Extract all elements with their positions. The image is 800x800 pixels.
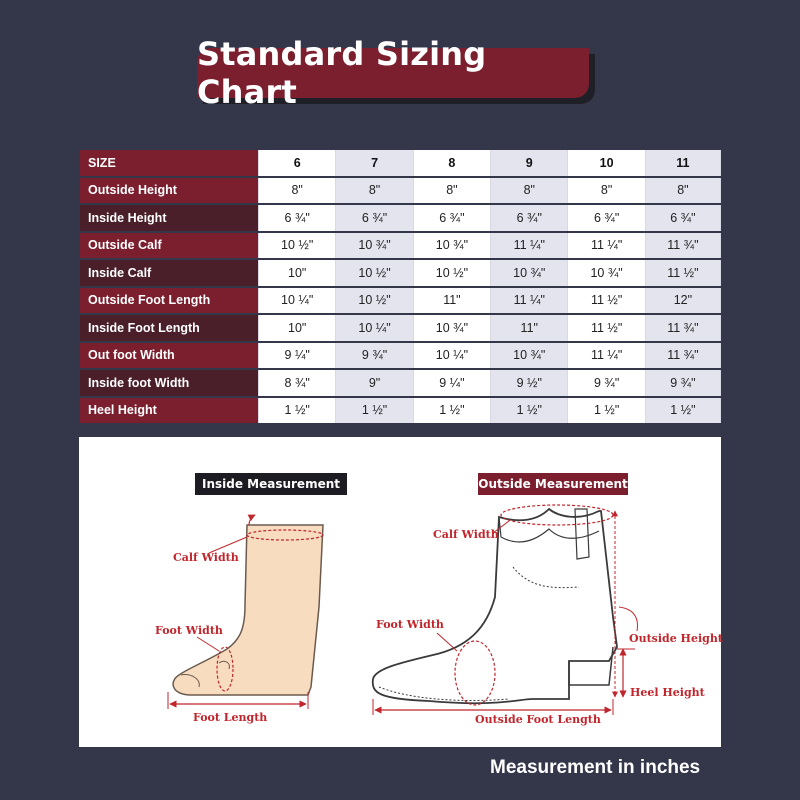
title-banner [197,35,595,111]
table-cell: 10 ¾" [491,343,568,369]
table-cell: 11 ¼" [568,233,645,259]
table-row [80,233,721,259]
table-row [80,288,721,314]
table-cell: 11 ¾" [646,233,721,259]
row-label: Outside Foot Length [80,288,259,314]
outside-height-label: Outside Height [629,632,723,645]
size-header-cell: 9 [491,150,568,176]
size-header-cell: 6 [259,150,336,176]
outside-measurement-tag: Outside Measurement [478,473,628,495]
inside-foot-length-label: Foot Length [193,711,268,724]
table-cell: 6 ¾" [491,205,568,231]
table-cell: 10 ¾" [491,260,568,286]
table-cell: 9 ¾" [568,370,645,396]
table-cell: 6 ¾" [646,205,721,231]
page-title: Standard Sizing Chart [197,48,589,98]
table-cell: 10 ¾" [414,233,491,259]
table-cell: 10 ¾" [336,233,413,259]
table-cell: 1 ½" [259,398,336,424]
table-cell: 6 ¾" [336,205,413,231]
size-header-cell: 8 [414,150,491,176]
table-cell: 12" [646,288,721,314]
table-cell: 8" [568,178,645,204]
row-label: Inside Foot Length [80,315,259,341]
row-label: Outside Calf [80,233,259,259]
table-cell: 11 ¾" [646,315,721,341]
table-cell: 10 ¾" [414,315,491,341]
table-row [80,178,721,204]
table-cell: 1 ½" [414,398,491,424]
table-row [80,370,721,396]
table-cell: 11 ¼" [491,288,568,314]
table-cell: 10" [259,315,336,341]
measurement-diagram-panel [79,437,721,747]
table-cell: 11 ½" [568,315,645,341]
table-cell: 11" [414,288,491,314]
table-cell: 9 ½" [491,370,568,396]
table-cell: 10 ½" [259,233,336,259]
table-cell: 10 ½" [336,260,413,286]
heel-height-label: Heel Height [630,686,705,699]
table-cell: 11 ¼" [491,233,568,259]
row-label: Heel Height [80,398,259,424]
table-cell: 9" [336,370,413,396]
table-cell: 10 ¼" [336,315,413,341]
table-cell: 1 ½" [491,398,568,424]
table-cell: 10 ½" [414,260,491,286]
table-cell: 1 ½" [568,398,645,424]
row-label: Inside Height [80,205,259,231]
table-cell: 9 ¾" [646,370,721,396]
table-cell: 9 ¾" [336,343,413,369]
inside-calf-width-label: Calf Width [173,551,239,564]
sizing-table [80,148,721,425]
table-cell: 10 ¼" [259,288,336,314]
row-label: Inside Calf [80,260,259,286]
table-row [80,315,721,341]
table-cell: 8" [646,178,721,204]
table-cell: 10 ¾" [568,260,645,286]
table-row [80,205,721,231]
boot-illustration-icon [373,505,638,715]
table-cell: 8 ¾" [259,370,336,396]
table-cell: 10 ¼" [414,343,491,369]
row-label: Outside Height [80,178,259,204]
outside-foot-length-label: Outside Foot Length [475,713,601,726]
table-cell: 1 ½" [336,398,413,424]
size-header-cell: 7 [336,150,413,176]
row-label: Out foot Width [80,343,259,369]
table-cell: 11" [491,315,568,341]
table-cell: 1 ½" [646,398,721,424]
size-header-cell: 11 [646,150,721,176]
foot-illustration-icon [168,515,323,709]
table-cell: 11 ¼" [568,343,645,369]
row-label: Inside foot Width [80,370,259,396]
table-cell: 11 ½" [568,288,645,314]
table-header-row [80,150,721,176]
table-row [80,343,721,369]
table-cell: 10" [259,260,336,286]
table-row [80,398,721,424]
size-header-cell: 10 [568,150,645,176]
table-cell: 6 ¾" [414,205,491,231]
table-cell: 10 ½" [336,288,413,314]
table-cell: 11 ¾" [646,343,721,369]
table-cell: 9 ¼" [414,370,491,396]
inside-foot-width-label: Foot Width [155,624,223,637]
table-cell: 9 ¼" [259,343,336,369]
inside-measurement-tag: Inside Measurement [195,473,347,495]
measurement-unit-note: Measurement in inches [490,757,701,778]
outside-calf-width-label: Calf Width [433,528,499,541]
outside-foot-width-label: Foot Width [376,618,444,631]
table-cell: 6 ¾" [568,205,645,231]
table-cell: 8" [414,178,491,204]
table-row [80,260,721,286]
table-cell: 11 ½" [646,260,721,286]
size-header-label: SIZE [80,150,259,176]
table-cell: 6 ¾" [259,205,336,231]
table-cell: 8" [336,178,413,204]
table-cell: 8" [259,178,336,204]
table-cell: 8" [491,178,568,204]
